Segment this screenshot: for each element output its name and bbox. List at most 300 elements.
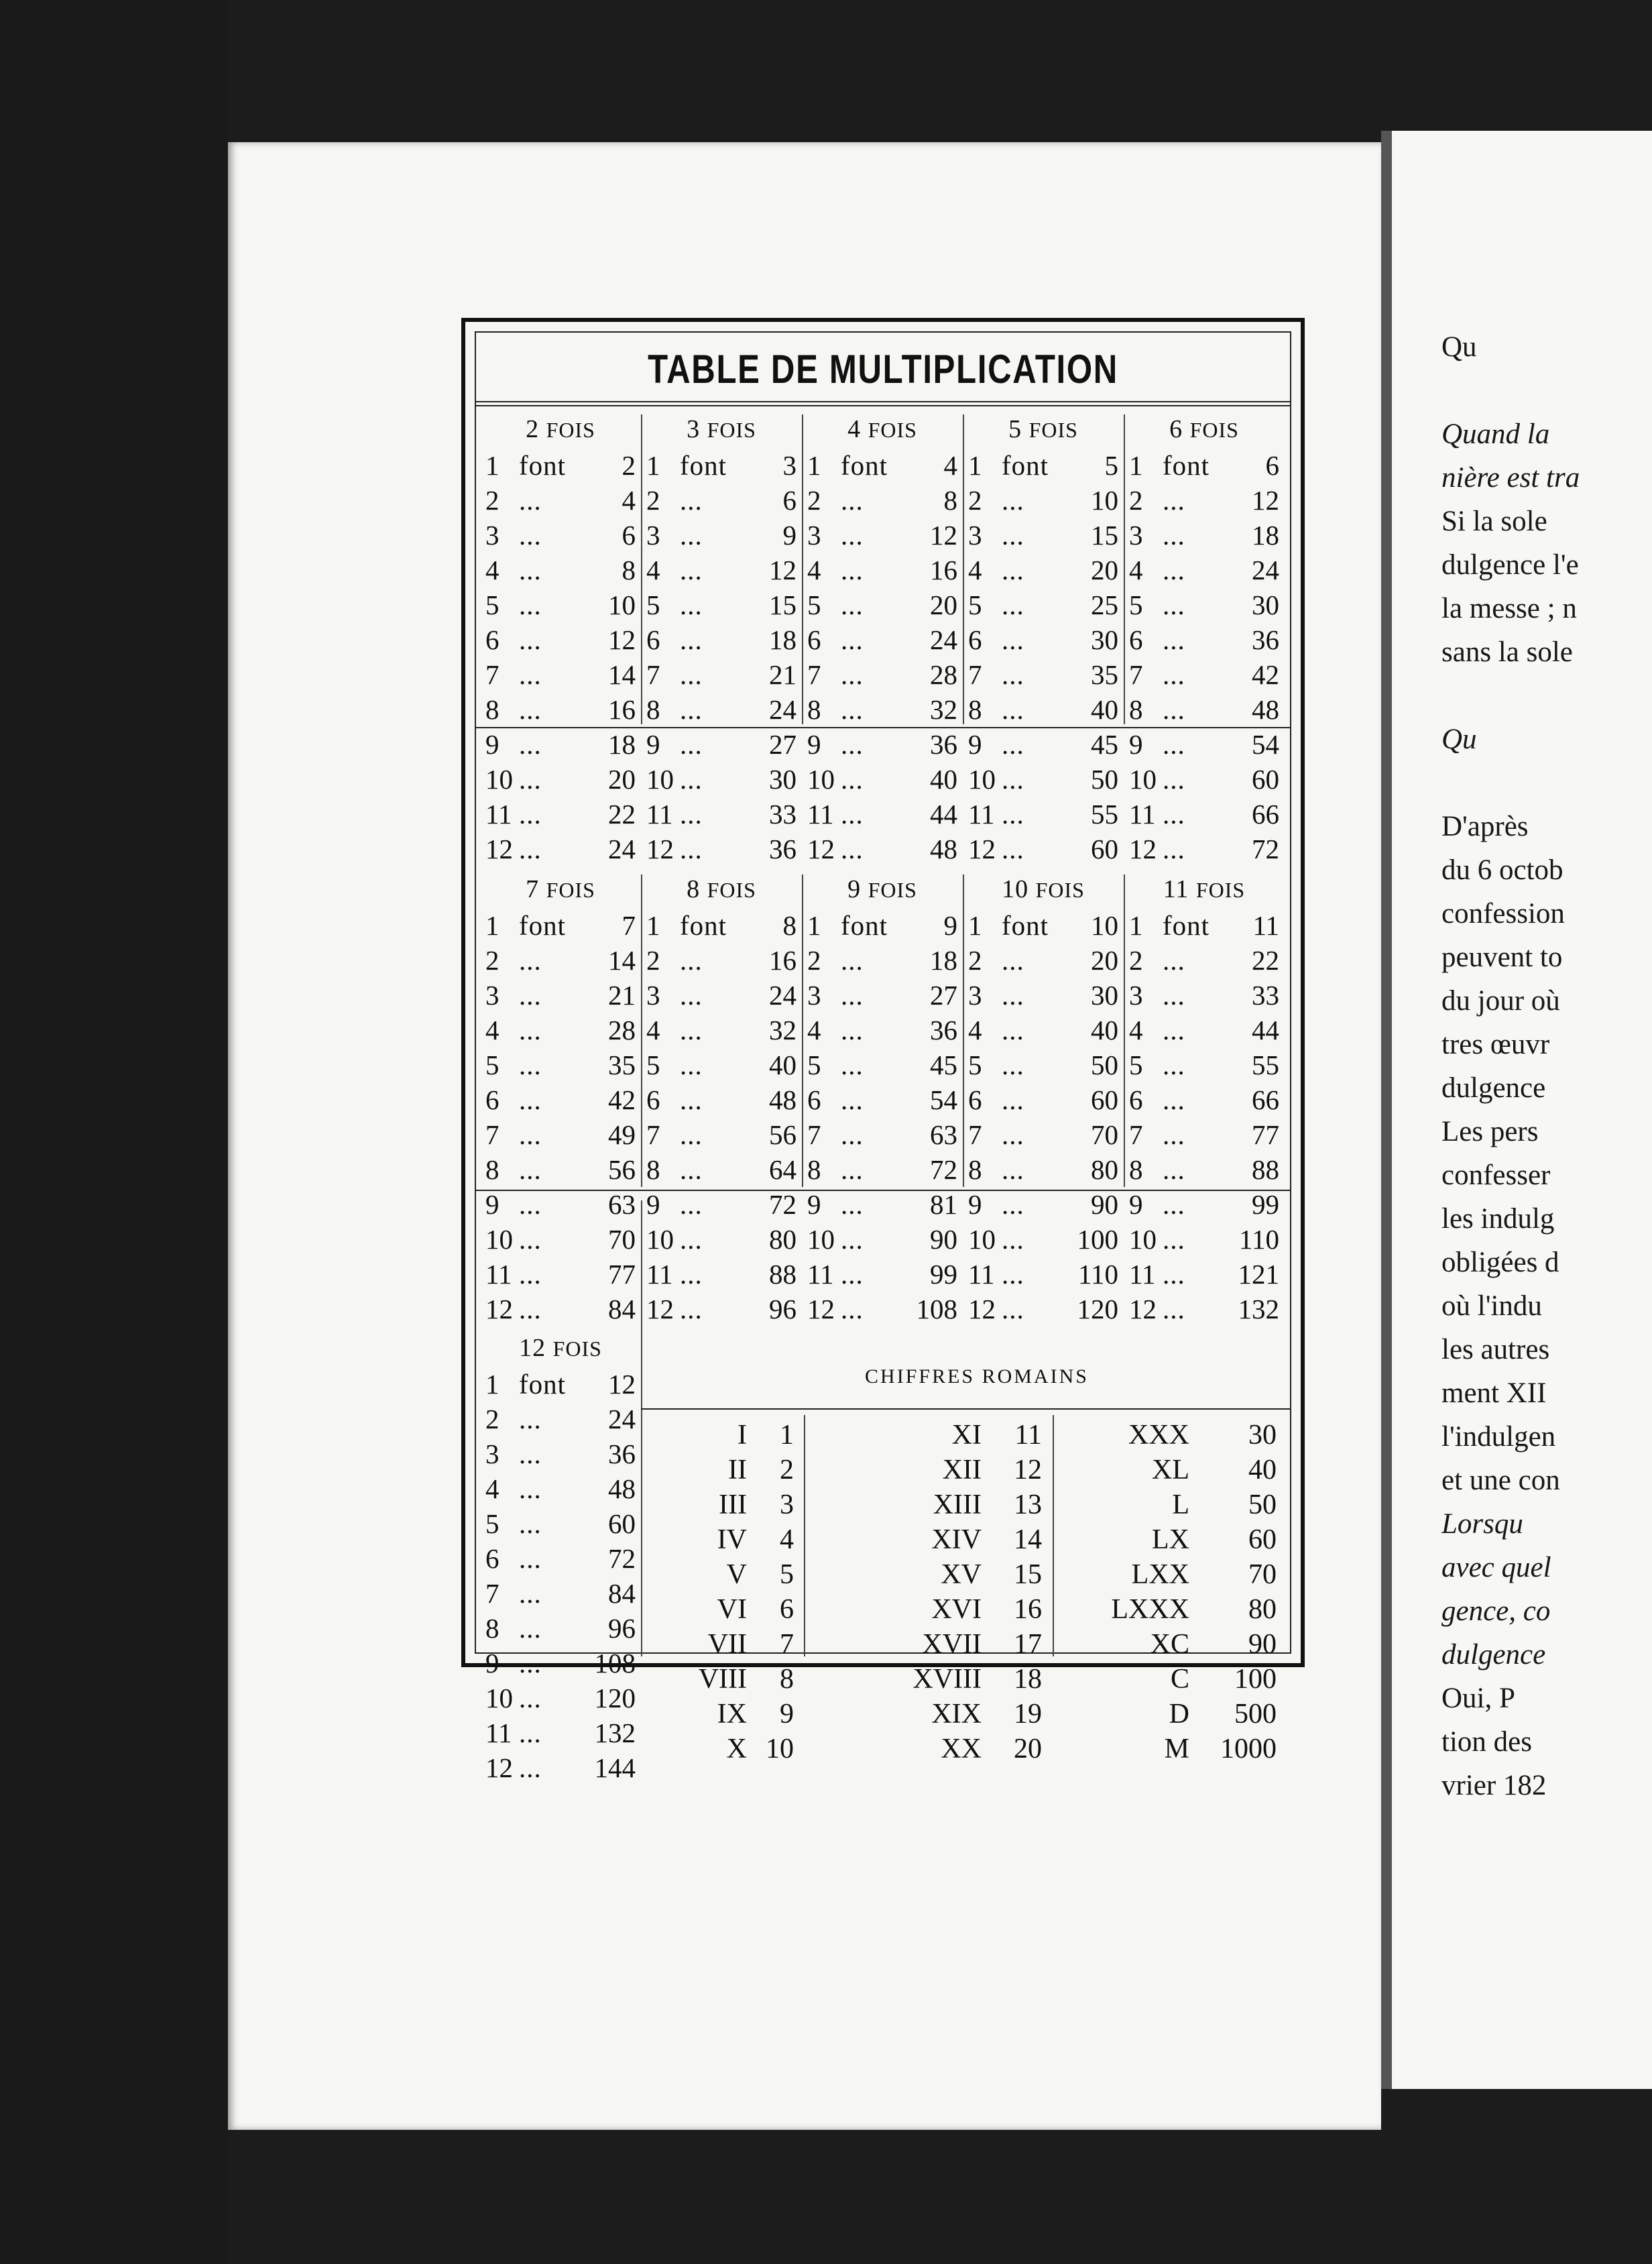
row-separator: ... (841, 694, 864, 725)
row-multiplier: 2 (968, 485, 982, 516)
row-product: 49 (608, 1119, 636, 1150)
row-product: 88 (769, 1259, 796, 1290)
row-separator: ... (1002, 1084, 1024, 1115)
facing-page-line: Quand la (1441, 418, 1550, 450)
table-row (485, 909, 636, 944)
facing-page-line: les indulg (1441, 1203, 1555, 1235)
table-row (807, 624, 957, 659)
table-row (1129, 624, 1279, 659)
row-multiplier: 3 (968, 980, 982, 1011)
row-separator: ... (519, 659, 542, 690)
table-row (807, 944, 957, 979)
roman-symbol: VIII (698, 1664, 747, 1695)
row-product: 132 (594, 1717, 636, 1748)
row-product: 72 (769, 1189, 796, 1220)
row-separator: ... (519, 1717, 542, 1748)
row-product: 45 (1091, 729, 1118, 760)
row-multiplier: 8 (646, 694, 660, 725)
row-multiplier: 10 (807, 1224, 835, 1255)
facing-page-line: la messe ; n (1441, 593, 1577, 624)
row-multiplier: 11 (646, 799, 673, 830)
row-multiplier: 2 (1129, 485, 1143, 516)
row-product: 6 (622, 520, 636, 551)
row-multiplier: 12 (485, 834, 513, 864)
row-separator: ... (1002, 1189, 1024, 1220)
facing-page-line: les autres (1441, 1334, 1550, 1365)
row-product: 48 (930, 834, 957, 864)
row-product: 11 (1252, 910, 1279, 941)
row-product: 84 (608, 1578, 636, 1609)
table-row (1129, 519, 1279, 554)
row-separator: ... (841, 1050, 864, 1080)
row-separator: ... (519, 555, 542, 585)
roman-symbol: XV (941, 1559, 982, 1590)
row-separator: ... (680, 520, 703, 551)
row-product: 70 (608, 1224, 636, 1255)
table-row (485, 1473, 636, 1508)
row-multiplier: 12 (485, 1752, 513, 1783)
table-row (646, 589, 796, 624)
row-product: 42 (608, 1084, 636, 1115)
roman-value: 9 (780, 1699, 794, 1730)
table-row (646, 659, 796, 693)
row-multiplier: 1 (646, 450, 660, 481)
row-separator: ... (1163, 834, 1185, 864)
facing-page-line (1441, 674, 1652, 718)
row-multiplier: 7 (968, 659, 982, 690)
row-product: 30 (769, 764, 796, 795)
row-multiplier: 10 (646, 1224, 674, 1255)
row-multiplier: 7 (485, 659, 499, 690)
row-multiplier: 9 (1129, 1189, 1143, 1220)
row-multiplier: 9 (485, 1189, 499, 1220)
row-product: 81 (930, 1189, 957, 1220)
row-separator: ... (1002, 1294, 1024, 1324)
scan-background (0, 0, 228, 2264)
row-product: 84 (608, 1294, 636, 1324)
table-row (968, 1293, 1118, 1328)
horizontal-rule (475, 405, 1291, 406)
row-multiplier: 7 (968, 1119, 982, 1150)
row-product: 48 (608, 1473, 636, 1504)
row-separator: ... (519, 624, 542, 655)
row-multiplier: 3 (1129, 520, 1143, 551)
table-row (968, 763, 1118, 798)
row-separator: ... (519, 1473, 542, 1504)
row-multiplier: 11 (1129, 799, 1156, 830)
row-separator: ... (1002, 1119, 1024, 1150)
row-separator: ... (841, 980, 864, 1011)
row-product: 18 (769, 624, 796, 655)
row-multiplier: 11 (968, 799, 995, 830)
row-separator: ... (519, 1648, 542, 1679)
row-separator: ... (680, 589, 703, 620)
row-multiplier: 9 (1129, 729, 1143, 760)
table-header-number: 4 (847, 415, 862, 443)
row-product: 66 (1252, 1084, 1279, 1115)
table-header-fois: FOIS (1189, 418, 1239, 442)
row-multiplier: 6 (646, 1084, 660, 1115)
row-separator: ... (519, 799, 542, 830)
row-product: 60 (608, 1508, 636, 1539)
table-header-number: 3 (687, 415, 701, 443)
row-separator: ... (1002, 764, 1024, 795)
row-product: 40 (1091, 1015, 1118, 1045)
table-row (1129, 659, 1279, 693)
row-multiplier: 2 (485, 1404, 499, 1434)
table-row (485, 519, 636, 554)
column-separator (1124, 414, 1125, 724)
row-separator: ... (1163, 589, 1185, 620)
table-row (1129, 1153, 1279, 1188)
row-product: 10 (1091, 910, 1118, 941)
row-multiplier: 5 (1129, 1050, 1143, 1080)
roman-symbol: D (1169, 1699, 1189, 1730)
table-row (485, 728, 636, 763)
row-product: 50 (1091, 1050, 1118, 1080)
table-row (646, 1084, 796, 1119)
roman-value: 14 (1014, 1524, 1042, 1555)
table-4-fois (802, 414, 963, 868)
row-separator: ... (1163, 1224, 1185, 1255)
facing-page-line: dulgence l'e (1441, 549, 1579, 581)
row-product: 12 (769, 555, 796, 585)
row-separator: ... (1163, 1119, 1185, 1150)
row-product: 20 (1091, 945, 1118, 976)
row-multiplier: 1 (968, 450, 982, 481)
table-row (646, 693, 796, 728)
table-row (646, 519, 796, 554)
table-row (807, 1119, 957, 1153)
table-row (646, 728, 796, 763)
table-row (485, 1119, 636, 1153)
table-row (646, 833, 796, 868)
horizontal-rule (475, 401, 1291, 402)
row-multiplier: 6 (485, 624, 499, 655)
row-product: 99 (1252, 1189, 1279, 1220)
row-product: 144 (594, 1752, 636, 1783)
row-separator: ... (1163, 764, 1185, 795)
table-row (807, 1223, 957, 1258)
table-row (807, 909, 957, 944)
table-row (1129, 763, 1279, 798)
table-row (807, 519, 957, 554)
row-multiplier: 10 (807, 764, 835, 795)
row-separator: ... (841, 520, 864, 551)
table-row (807, 589, 957, 624)
row-product: 72 (1252, 834, 1279, 864)
row-separator: ... (1002, 589, 1024, 620)
facing-page-line: tres œuvr (1441, 1029, 1550, 1060)
row-separator: ... (1002, 624, 1024, 655)
row-multiplier: 12 (646, 1294, 674, 1324)
table-row (485, 798, 636, 833)
roman-symbol: XX (941, 1734, 982, 1764)
table-row (485, 979, 636, 1014)
row-separator: ... (1163, 1294, 1185, 1324)
row-product: 63 (930, 1119, 957, 1150)
row-product: 7 (622, 910, 636, 941)
table-row (1129, 1293, 1279, 1328)
row-multiplier: 12 (646, 834, 674, 864)
row-product: 99 (930, 1259, 957, 1290)
row-separator: ... (680, 485, 703, 516)
table-8-fois (641, 874, 802, 1328)
row-product: 45 (930, 1050, 957, 1080)
row-separator: ... (1002, 1224, 1024, 1255)
row-product: 90 (930, 1224, 957, 1255)
facing-page-line: Oui, P (1441, 1683, 1515, 1714)
row-separator: ... (1163, 799, 1185, 830)
table-header (641, 874, 802, 909)
facing-page-line (1441, 369, 1652, 412)
row-product: 60 (1091, 1084, 1118, 1115)
row-product: 18 (930, 945, 957, 976)
table-header (802, 414, 963, 449)
row-separator: ... (519, 1613, 542, 1644)
table-7-fois (480, 874, 641, 1328)
row-product: 96 (769, 1294, 796, 1324)
row-product: 27 (769, 729, 796, 760)
table-row (968, 589, 1118, 624)
row-multiplier: 1 (807, 450, 821, 481)
row-product: 40 (769, 1050, 796, 1080)
row-multiplier: 9 (646, 729, 660, 760)
row-multiplier: 4 (807, 555, 821, 585)
table-row (1129, 909, 1279, 944)
column-separator (963, 414, 964, 724)
roman-numerals-title: CHIFFRES ROMAINS (865, 1365, 1089, 1388)
table-row (646, 484, 796, 519)
row-separator: font (680, 910, 727, 941)
table-row (485, 1188, 636, 1223)
table-row (646, 1293, 796, 1328)
table-header-number: 8 (687, 875, 701, 903)
row-separator: ... (841, 485, 864, 516)
row-separator: ... (680, 624, 703, 655)
row-multiplier: 3 (646, 520, 660, 551)
row-multiplier: 2 (968, 945, 982, 976)
table-header-number: 2 (526, 415, 540, 443)
row-multiplier: 10 (485, 1224, 513, 1255)
row-product: 12 (608, 1369, 636, 1400)
row-product: 63 (608, 1189, 636, 1220)
row-multiplier: 5 (485, 1050, 499, 1080)
table-row (646, 944, 796, 979)
row-product: 24 (608, 834, 636, 864)
row-multiplier: 12 (807, 834, 835, 864)
row-multiplier: 4 (485, 1015, 499, 1045)
row-separator: ... (680, 1189, 703, 1220)
row-product: 100 (1077, 1224, 1118, 1255)
table-row (968, 1223, 1118, 1258)
roman-symbol: C (1170, 1664, 1189, 1695)
row-separator: ... (841, 1224, 864, 1255)
row-multiplier: 5 (485, 589, 499, 620)
row-product: 14 (608, 945, 636, 976)
row-multiplier: 10 (968, 764, 996, 795)
row-separator: ... (841, 945, 864, 976)
row-multiplier: 12 (968, 1294, 996, 1324)
row-product: 20 (608, 764, 636, 795)
table-row (485, 554, 636, 589)
row-multiplier: 6 (1129, 624, 1143, 655)
row-separator: ... (1002, 555, 1024, 585)
row-product: 10 (1091, 485, 1118, 516)
table-row (646, 1188, 796, 1223)
table-row (485, 1014, 636, 1049)
row-separator: ... (841, 1154, 864, 1185)
table-row (807, 798, 957, 833)
row-multiplier: 5 (968, 589, 982, 620)
table-header-fois: FOIS (707, 878, 756, 902)
facing-page-line: vrier 182 (1441, 1770, 1547, 1801)
table-header-fois: FOIS (546, 418, 595, 442)
row-product: 120 (1077, 1294, 1118, 1324)
row-separator: ... (1002, 520, 1024, 551)
table-header (480, 1333, 641, 1368)
row-multiplier: 4 (968, 1015, 982, 1045)
row-product: 5 (1104, 450, 1118, 481)
row-multiplier: 8 (1129, 1154, 1143, 1185)
table-6-fois (1124, 414, 1285, 868)
row-product: 12 (1252, 485, 1279, 516)
row-multiplier: 11 (485, 799, 512, 830)
table-row (646, 1014, 796, 1049)
table-row (1129, 1223, 1279, 1258)
table-header-fois: FOIS (868, 878, 917, 902)
table-row (968, 833, 1118, 868)
column-separator (641, 414, 642, 724)
table-row (1129, 1188, 1279, 1223)
row-multiplier: 7 (807, 1119, 821, 1150)
row-product: 60 (1252, 764, 1279, 795)
row-separator: ... (680, 980, 703, 1011)
row-product: 56 (608, 1154, 636, 1185)
row-multiplier: 6 (968, 1084, 982, 1115)
row-product: 30 (1091, 980, 1118, 1011)
row-product: 24 (769, 980, 796, 1011)
facing-page-line: confession (1441, 898, 1565, 929)
roman-value: 70 (1248, 1559, 1277, 1590)
row-separator: ... (1163, 729, 1185, 760)
row-multiplier: 2 (485, 945, 499, 976)
row-separator: ... (1163, 555, 1185, 585)
table-row (968, 1188, 1118, 1223)
table-row (485, 1049, 636, 1084)
facing-page-line: sans la sole (1441, 636, 1573, 668)
table-2-fois (480, 414, 641, 868)
table-row (646, 979, 796, 1014)
row-separator: ... (519, 1294, 542, 1324)
row-separator: ... (519, 520, 542, 551)
row-multiplier: 4 (968, 555, 982, 585)
facing-page-line: et une con (1441, 1465, 1560, 1496)
row-separator: ... (519, 1084, 542, 1115)
table-row (807, 979, 957, 1014)
table-row (807, 554, 957, 589)
row-product: 88 (1252, 1154, 1279, 1185)
row-multiplier: 9 (807, 729, 821, 760)
row-separator: font (841, 910, 888, 941)
row-multiplier: 1 (485, 910, 499, 941)
table-row (1129, 693, 1279, 728)
facing-page-line: avec quel (1441, 1552, 1551, 1583)
table-9-fois (802, 874, 963, 1328)
row-multiplier: 9 (807, 1189, 821, 1220)
table-header (1124, 874, 1285, 909)
row-separator: ... (1002, 1154, 1024, 1185)
row-product: 72 (608, 1543, 636, 1574)
row-multiplier: 5 (646, 1050, 660, 1080)
roman-value: 19 (1014, 1699, 1042, 1730)
row-multiplier: 12 (807, 1294, 835, 1324)
row-multiplier: 7 (646, 659, 660, 690)
table-row (807, 693, 957, 728)
row-multiplier: 4 (1129, 555, 1143, 585)
row-separator: ... (841, 589, 864, 620)
table-row (1129, 798, 1279, 833)
row-separator: ... (519, 1578, 542, 1609)
row-separator: ... (841, 555, 864, 585)
row-multiplier: 11 (1129, 1259, 1156, 1290)
table-header-fois: FOIS (1028, 418, 1078, 442)
row-product: 108 (916, 1294, 957, 1324)
table-row (646, 1153, 796, 1188)
facing-page-text (1441, 325, 1652, 2002)
row-separator: ... (519, 945, 542, 976)
roman-value: 60 (1248, 1524, 1277, 1555)
table-header-number: 11 (1163, 875, 1189, 903)
row-product: 8 (622, 555, 636, 585)
roman-value: 15 (1014, 1559, 1042, 1590)
roman-value: 7 (780, 1629, 794, 1660)
row-product: 36 (769, 834, 796, 864)
table-row (485, 1612, 636, 1647)
table-header-fois: FOIS (1195, 878, 1246, 902)
table-row (485, 763, 636, 798)
row-separator: ... (1163, 1015, 1185, 1045)
facing-page-line: D'après (1441, 811, 1529, 842)
row-multiplier: 2 (646, 485, 660, 516)
table-row (968, 1119, 1118, 1153)
row-multiplier: 11 (807, 799, 834, 830)
row-separator: ... (519, 1752, 542, 1783)
row-product: 3 (782, 450, 796, 481)
roman-symbol: XIX (931, 1699, 982, 1730)
table-row (968, 519, 1118, 554)
row-separator: ... (519, 729, 542, 760)
roman-symbol: XC (1150, 1629, 1189, 1660)
row-product: 12 (608, 624, 636, 655)
row-product: 14 (608, 659, 636, 690)
row-separator: ... (1163, 1259, 1185, 1290)
row-product: 44 (1252, 1015, 1279, 1045)
row-product: 36 (930, 729, 957, 760)
row-separator: ... (841, 1259, 864, 1290)
table-11-fois (1124, 874, 1285, 1328)
row-separator: ... (519, 1508, 542, 1539)
column-separator (641, 874, 642, 1187)
row-product: 16 (930, 555, 957, 585)
row-separator: ... (1002, 1259, 1024, 1290)
row-multiplier: 6 (807, 1084, 821, 1115)
table-row (1129, 1084, 1279, 1119)
facing-page-line: Lorsqu (1441, 1508, 1523, 1540)
row-multiplier: 3 (807, 980, 821, 1011)
table-5-fois (963, 414, 1124, 868)
row-product: 9 (782, 520, 796, 551)
